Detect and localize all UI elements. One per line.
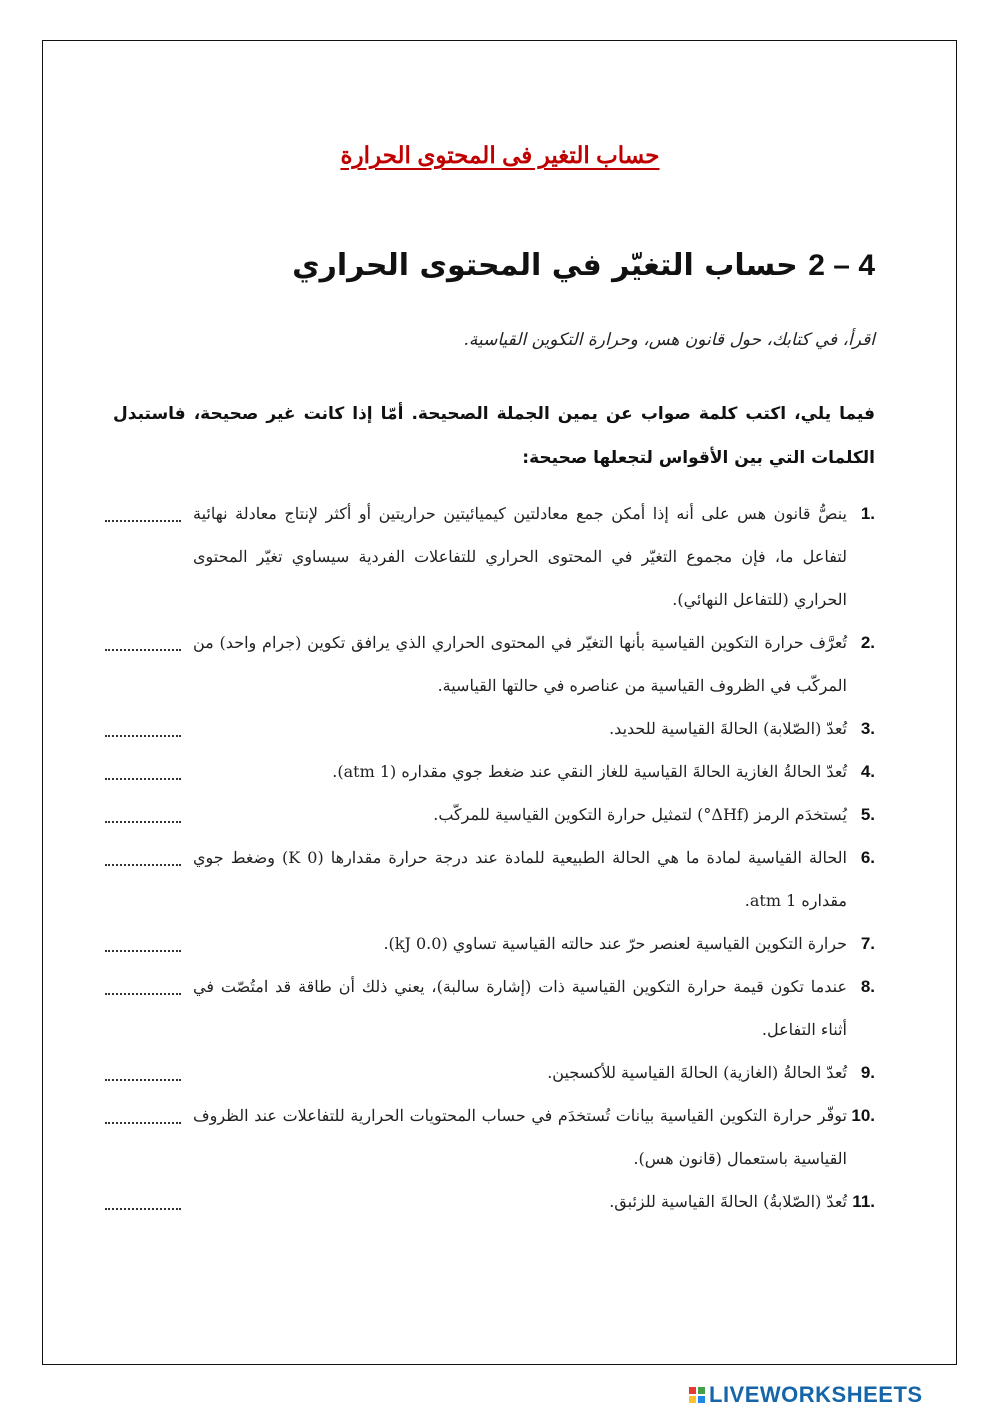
answer-blank[interactable]	[105, 922, 185, 965]
answer-blank[interactable]	[105, 836, 185, 879]
statement-text: يُستخدَم الرمز (ΔHf°) لتمثيل حرارة التكوين القياسية للمركّب.	[433, 805, 847, 824]
statement-text: تُعدّ (الصّلابةُ) الحالةَ القياسية للزئبق.	[609, 1192, 847, 1211]
answer-blank[interactable]	[105, 707, 185, 750]
statement-item	[105, 621, 875, 707]
statement-number: 8.	[860, 977, 875, 996]
statement-number: 4.	[860, 762, 875, 781]
statement-number: 7.	[860, 934, 875, 953]
page-title: حساب التغير فى المحتوى الحرارة	[340, 142, 660, 168]
answer-blank[interactable]	[105, 1180, 185, 1223]
statement-number: 6.	[860, 848, 875, 867]
answer-blank[interactable]	[105, 793, 185, 836]
statement-item	[105, 750, 875, 793]
statement-text: الحالة القياسية لمادة ما هي الحالة الطبيعية للمادة عند درجة حرارة مقدارها (0 K) وضغط جوي مقداره 1 atm.	[193, 848, 847, 910]
statement-item	[105, 1051, 875, 1094]
statement-text: حرارة التكوين القياسية لعنصر حرّ عند حالته القياسية تساوي (0.0 kJ).	[383, 934, 847, 953]
liveworksheets-logo-icon	[688, 1386, 706, 1404]
answer-blank[interactable]	[105, 1051, 185, 1094]
statement-text: ينصُّ قانون هس على أنه إذا أمكن جمع معادلتين كيميائيتين حراريتين أو أكثر لإنتاج معادلة نهائية لتفاعل ما، فإن مجموع التغيّر في المحتوى الحراري للتفاعلات الفردية سيساوي تغيّر المحتوى الحراري (للتفاعل النهائي).	[193, 504, 847, 609]
statement-item	[105, 1094, 875, 1180]
liveworksheets-logo	[688, 1381, 923, 1409]
reading-instruction: اقرأ، في كتابك، حول قانون هس، وحرارة التكوين القياسية.	[463, 330, 875, 350]
statement-text: توفّر حرارة التكوين القياسية بيانات تُستخدَم في حساب المحتويات الحرارية للتفاعلات عند الظروف القياسية باستعمال (قانون هس).	[193, 1106, 847, 1168]
statement-number: 9.	[860, 1063, 875, 1082]
statement-number: 3.	[860, 719, 875, 738]
statement-number: 11.	[852, 1192, 875, 1211]
logo-square	[689, 1396, 696, 1403]
statement-item	[105, 492, 875, 621]
statement-text: تُعرَّف حرارة التكوين القياسية بأنها التغيّر في المحتوى الحراري الذي يرافق تكوين (جرام واحد) من المركّب في الظروف القياسية من عناصره في حالتها القياسية.	[193, 633, 847, 695]
statement-number: 5.	[860, 805, 875, 824]
answer-blank[interactable]	[105, 1094, 185, 1137]
statement-list	[105, 492, 875, 1223]
liveworksheets-logo-text: LIVEWORKSHEETS	[709, 1382, 923, 1407]
section-number: 4 – 2	[808, 249, 875, 282]
answer-blank[interactable]	[105, 492, 185, 535]
statement-text: تُعدّ (الصّلابة) الحالةَ القياسية للحديد.	[609, 719, 847, 738]
statement-item	[105, 707, 875, 750]
answer-blank[interactable]	[105, 750, 185, 793]
statement-number: 10.	[851, 1106, 875, 1125]
statement-number: 2.	[860, 633, 875, 652]
logo-square	[698, 1396, 705, 1403]
logo-square	[689, 1387, 696, 1394]
statement-text: تُعدّ الحالةُ الغازية الحالةَ القياسية للغاز النقي عند ضغط جوي مقداره (1 atm).	[332, 762, 847, 781]
statement-item	[105, 1180, 875, 1223]
statement-item	[105, 965, 875, 1051]
section-heading	[292, 248, 875, 283]
statement-text: عندما تكون قيمة حرارة التكوين القياسية ذات (إشارة سالبة)، يعني ذلك أن طاقة قد امتُصّت في أثناء التفاعل.	[193, 977, 847, 1039]
statement-text: تُعدّ الحالةُ (الغازية) الحالةَ القياسية للأكسجين.	[547, 1063, 847, 1082]
statement-number: 1.	[860, 504, 875, 523]
logo-square	[698, 1387, 705, 1394]
statement-item	[105, 836, 875, 922]
answer-blank[interactable]	[105, 621, 185, 664]
statement-item	[105, 793, 875, 836]
answer-blank[interactable]	[105, 965, 185, 1008]
section-title: حساب التغيّر في المحتوى الحراري	[292, 248, 798, 283]
exercise-instruction: فيما يلي، اكتب كلمة صواب عن يمين الجملة الصحيحة. أمّا إذا كانت غير صحيحة، فاستبدل الكلمات التي بين الأقواس لتجعلها صحيحة:	[113, 404, 875, 468]
statement-item	[105, 922, 875, 965]
